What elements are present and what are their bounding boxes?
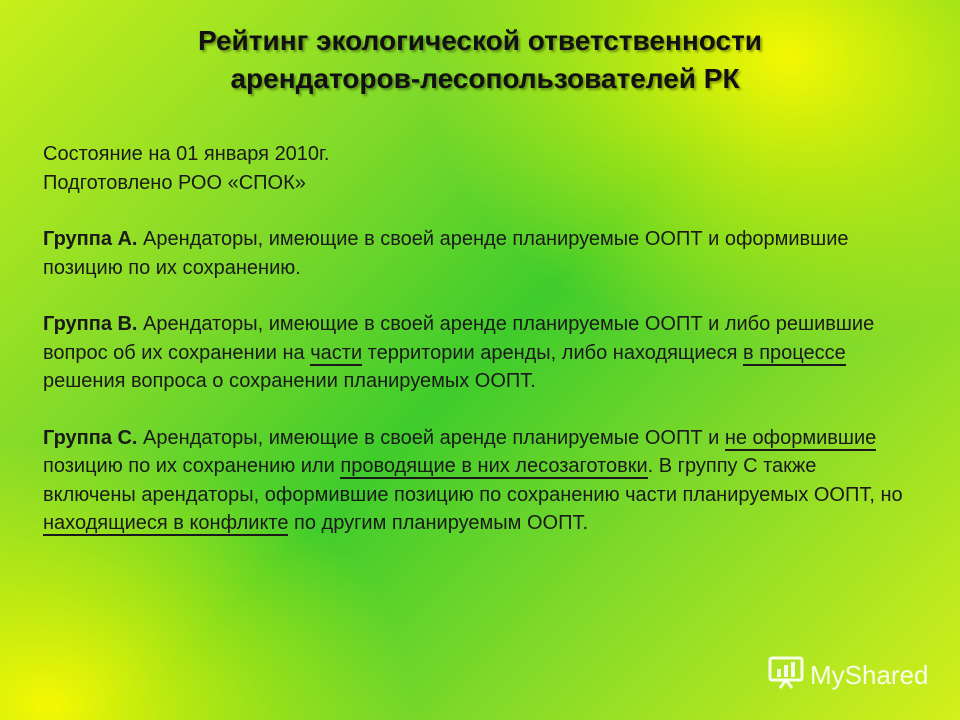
group-b-text-1: Арендаторы, имеющие в своей аренде планируемые ООПТ и либо решившие вопрос об их сохранении на <box>43 313 875 364</box>
group-c-text-2: позицию по их сохранению или <box>43 455 341 477</box>
group-c-label: Группа С. <box>43 426 138 449</box>
group-a-text: Арендаторы, имеющие в своей аренде планируемые ООПТ и оформившие позицию по их сохранению. <box>43 228 849 279</box>
prepared-by: Подготовлено РОО «СПОК» <box>43 171 306 194</box>
presentation-chart-icon <box>768 655 810 696</box>
group-c-text-4: по другим планируемым ООПТ. <box>288 512 589 534</box>
group-a-paragraph <box>43 225 903 282</box>
group-c-underline-2: проводящие в них лесозаготовки <box>340 455 648 477</box>
group-c-underline-1: не оформившие <box>724 426 877 449</box>
group-b-text-3: решения вопроса о сохранении планируемых ООПТ. <box>43 370 536 392</box>
watermark-text: MyShared <box>810 659 929 690</box>
slide-body <box>43 140 903 538</box>
slide-title <box>0 22 960 98</box>
group-b-label: Группа В. <box>43 313 138 335</box>
group-b-underline-2: в процессе <box>743 341 846 364</box>
group-c-text-3: . В группу С также включены арендаторы, оформившие позицию по сохранению части планируемых ООПТ, но <box>43 455 903 506</box>
group-c-paragraph <box>43 424 903 538</box>
group-b-underline-1: части <box>310 341 363 364</box>
group-a-label: Группа А. <box>43 228 138 250</box>
meta-block <box>43 140 903 197</box>
status-date: Состояние на 01 января 2010г. <box>43 143 330 165</box>
group-c-underline-3: находящиеся в конфликте <box>43 512 289 534</box>
group-c-text-1: Арендаторы, имеющие в своей аренде планируемые ООПТ и <box>137 426 725 449</box>
watermark-logo <box>768 656 929 694</box>
title-line-1: Рейтинг экологической ответственности <box>198 25 762 56</box>
group-b-paragraph <box>43 310 903 396</box>
title-line-2: арендаторов-лесопользователей РК <box>230 63 740 94</box>
group-b-text-2: территории аренды, либо находящиеся <box>362 341 744 364</box>
